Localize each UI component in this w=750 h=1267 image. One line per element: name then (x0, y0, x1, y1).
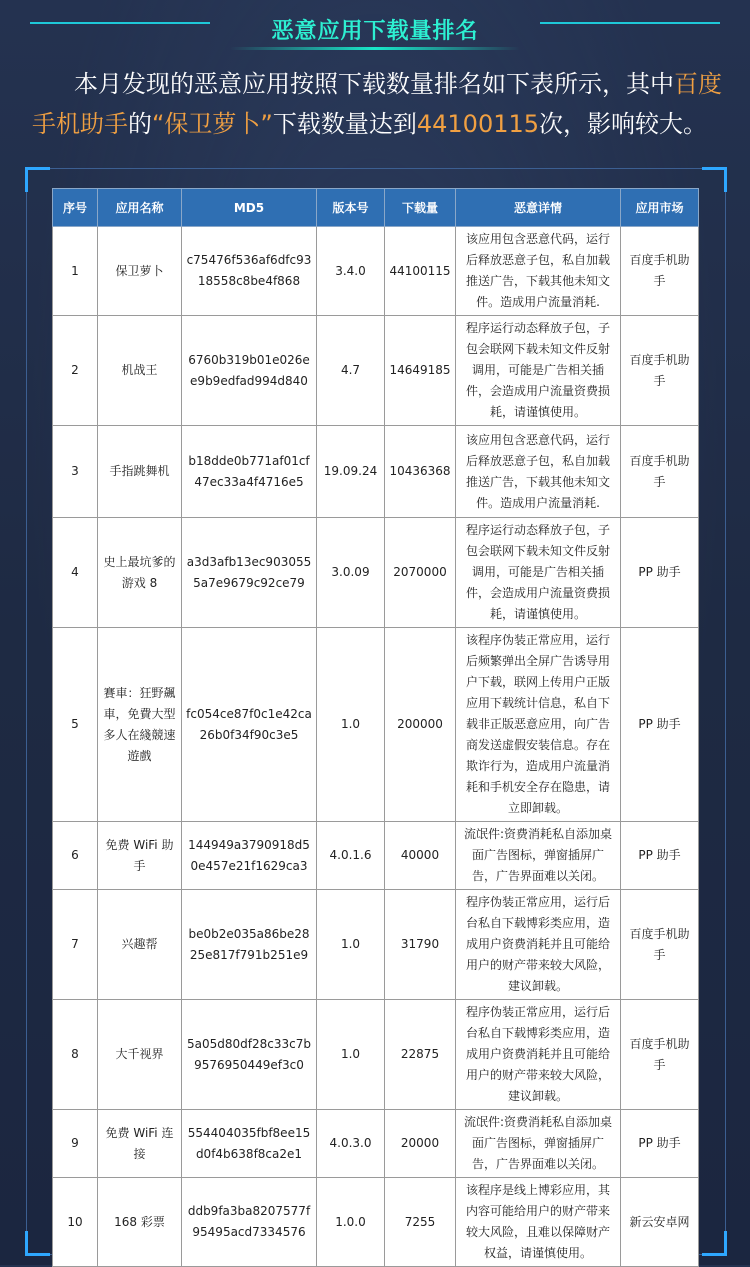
cell-name: 兴趣帮 (98, 890, 182, 1000)
cell-no: 3 (53, 426, 98, 518)
cell-detail: 该应用包含恶意代码，运行后释放恶意子包，私自加载推送广告，下载其他未知文件。造成用户流量消耗. (456, 426, 621, 518)
cell-version: 3.4.0 (317, 227, 385, 316)
cell-downloads: 2070000 (385, 518, 456, 628)
cell-name: 大千视界 (98, 1000, 182, 1110)
title-underline (230, 47, 520, 50)
header-no: 序号 (53, 189, 98, 227)
cell-version: 4.0.1.6 (317, 822, 385, 890)
cell-md5: 144949a3790918d50e457e21f1629ca3 (182, 822, 317, 890)
header-version: 版本号 (317, 189, 385, 227)
cell-downloads: 44100115 (385, 227, 456, 316)
cell-name: 免费 WiFi 连接 (98, 1110, 182, 1178)
table-row (53, 316, 699, 426)
intro-text-2: 的 (128, 110, 152, 138)
cell-market: 新云安卓网 (621, 1178, 699, 1267)
title-banner (230, 8, 520, 50)
cell-version: 1.0 (317, 890, 385, 1000)
title-decoration-left (30, 22, 210, 24)
cell-name: 保卫萝卜 (98, 227, 182, 316)
cell-downloads: 7255 (385, 1178, 456, 1267)
cell-name: 史上最坑爹的游戏 8 (98, 518, 182, 628)
header-name: 应用名称 (98, 189, 182, 227)
cell-no: 8 (53, 1000, 98, 1110)
cell-detail: 该程序伪装正常应用，运行后频繁弹出全屏广告诱导用户下载，联网上传用户正版应用下载统计信息，私自下载非正版恶意应用，向广告商发送虚假安装信息。存在欺诈行为，造成用户流量消耗和手机安全存在隐患，请立即卸载。 (456, 628, 621, 822)
cell-detail: 该程序是线上博彩应用，其内容可能给用户的财产带来较大风险，且难以保障财产权益，请谨慎使用。 (456, 1178, 621, 1267)
cell-md5: be0b2e035a86be2825e817f791b251e9 (182, 890, 317, 1000)
cell-downloads: 200000 (385, 628, 456, 822)
cell-downloads: 22875 (385, 1000, 456, 1110)
intro-text-1: 本月发现的恶意应用按照下载数量排名如下表所示，其中 (74, 70, 674, 98)
cell-downloads: 20000 (385, 1110, 456, 1178)
frame-corner (25, 167, 50, 192)
cell-no: 7 (53, 890, 98, 1000)
cell-no: 6 (53, 822, 98, 890)
intro-app: “保卫萝卜” (152, 110, 273, 138)
cell-no: 1 (53, 227, 98, 316)
cell-md5: b18dde0b771af01cf47ec33a4f4716e5 (182, 426, 317, 518)
cell-no: 2 (53, 316, 98, 426)
cell-md5: ddb9fa3ba8207577f95495acd7334576 (182, 1178, 317, 1267)
cell-version: 3.0.09 (317, 518, 385, 628)
frame-corner (702, 167, 727, 192)
table-row (53, 426, 699, 518)
cell-detail: 程序运行动态释放子包，子包会联网下载未知文件反射调用，可能是广告相关插件，会造成用户流量资费损耗，请谨慎使用。 (456, 316, 621, 426)
cell-detail: 程序伪装正常应用，运行后台私自下载博彩类应用，造成用户资费消耗并且可能给用户的财产带来较大风险，建议卸载。 (456, 890, 621, 1000)
cell-name: 賽車：狂野飆車，免費大型多人在綫競速遊戲 (98, 628, 182, 822)
cell-no: 4 (53, 518, 98, 628)
cell-downloads: 31790 (385, 890, 456, 1000)
header-market: 应用市场 (621, 189, 699, 227)
intro-paragraph (32, 64, 722, 144)
cell-name: 168 彩票 (98, 1178, 182, 1267)
cell-version: 4.7 (317, 316, 385, 426)
cell-detail: 该应用包含恶意代码，运行后释放恶意子包，私自加载推送广告，下载其他未知文件。造成用户流量消耗. (456, 227, 621, 316)
cell-no: 5 (53, 628, 98, 822)
cell-version: 19.09.24 (317, 426, 385, 518)
header-detail: 恶意详情 (456, 189, 621, 227)
cell-version: 1.0.0 (317, 1178, 385, 1267)
cell-detail: 流氓件:资费消耗私自添加桌面广告图标，弹窗插屏广告，广告界面难以关闭。 (456, 1110, 621, 1178)
intro-text-4: 次，影响较大。 (539, 110, 708, 138)
intro-count: 44100115 (416, 110, 540, 138)
table-row (53, 227, 699, 316)
cell-no: 10 (53, 1178, 98, 1267)
cell-downloads: 10436368 (385, 426, 456, 518)
cell-no: 9 (53, 1110, 98, 1178)
table-row (53, 1000, 699, 1110)
page-title: 恶意应用下载量排名 (271, 19, 479, 44)
cell-market: PP 助手 (621, 822, 699, 890)
cell-name: 免费 WiFi 助手 (98, 822, 182, 890)
cell-market: PP 助手 (621, 628, 699, 822)
table-row (53, 890, 699, 1000)
cell-version: 4.0.3.0 (317, 1110, 385, 1178)
cell-market: PP 助手 (621, 1110, 699, 1178)
cell-name: 手指跳舞机 (98, 426, 182, 518)
cell-md5: c75476f536af6dfc9318558c8be4f868 (182, 227, 317, 316)
cell-downloads: 40000 (385, 822, 456, 890)
cell-md5: 6760b319b01e026ee9b9edfad994d840 (182, 316, 317, 426)
table-row (53, 1110, 699, 1178)
cell-md5: fc054ce87f0c1e42ca26b0f34f90c3e5 (182, 628, 317, 822)
table-row (53, 1178, 699, 1267)
cell-detail: 程序运行动态释放子包，子包会联网下载未知文件反射调用，可能是广告相关插件，会造成用户流量资费损耗，请谨慎使用。 (456, 518, 621, 628)
malware-table (52, 188, 699, 1267)
cell-name: 机战王 (98, 316, 182, 426)
cell-md5: 5a05d80df28c33c7b9576950449ef3c0 (182, 1000, 317, 1110)
intro-text-3: 下载数量达到 (272, 110, 417, 138)
cell-version: 1.0 (317, 1000, 385, 1110)
cell-market: 百度手机助手 (621, 316, 699, 426)
cell-market: 百度手机助手 (621, 1000, 699, 1110)
intro-market: 百度手机助手 (32, 70, 722, 138)
table-row (53, 628, 699, 822)
table-row (53, 822, 699, 890)
cell-md5: 554404035fbf8ee15d0f4b638f8ca2e1 (182, 1110, 317, 1178)
cell-market: 百度手机助手 (621, 426, 699, 518)
frame-corner (25, 1231, 50, 1256)
cell-market: 百度手机助手 (621, 227, 699, 316)
cell-market: PP 助手 (621, 518, 699, 628)
cell-detail: 流氓件:资费消耗私自添加桌面广告图标，弹窗插屏广告，广告界面难以关闭。 (456, 822, 621, 890)
cell-market: 百度手机助手 (621, 890, 699, 1000)
frame-corner (702, 1231, 727, 1256)
cell-detail: 程序伪装正常应用，运行后台私自下载博彩类应用，造成用户资费消耗并且可能给用户的财产带来较大风险，建议卸载。 (456, 1000, 621, 1110)
title-decoration-right (540, 22, 720, 24)
header-md5: MD5 (182, 189, 317, 227)
table-row (53, 518, 699, 628)
table-header-row (53, 189, 699, 227)
cell-md5: a3d3afb13ec9030555a7e9679c92ce79 (182, 518, 317, 628)
cell-version: 1.0 (317, 628, 385, 822)
cell-downloads: 14649185 (385, 316, 456, 426)
header-downloads: 下载量 (385, 189, 456, 227)
